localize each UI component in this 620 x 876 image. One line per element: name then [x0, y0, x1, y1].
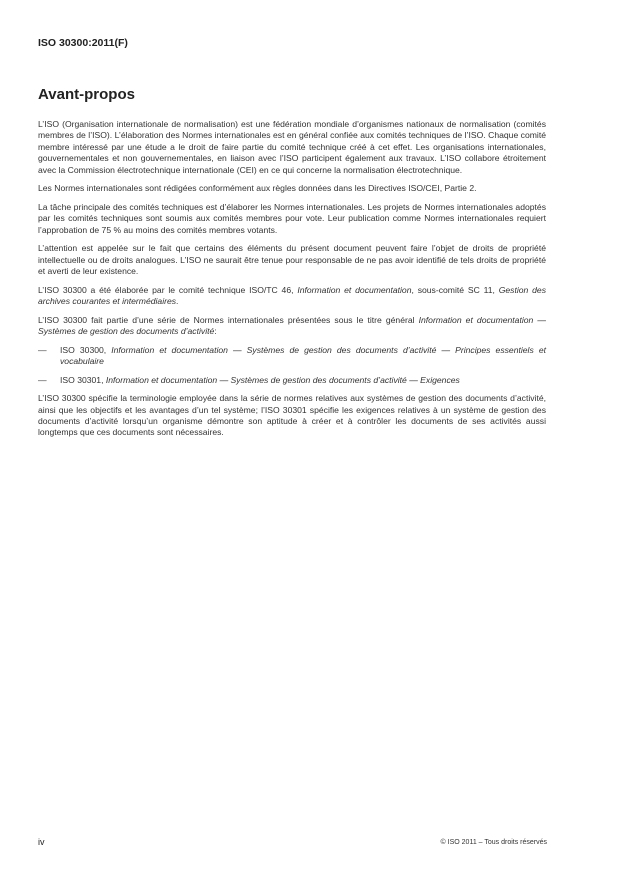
list-item: — ISO 30301, Information et documentation — Systèmes de gestion des documents d’activité — Exigences	[38, 374, 460, 385]
paragraph-directives: Les Normes internationales sont rédigées conformément aux règles données dans les Directives ISO/CEI, Partie 2.	[38, 183, 477, 194]
paragraph-prepared-by: L’ISO 30300 a été élaborée par le comité technique ISO/TC 46, Information et documentation, sous-comité SC 11, Gestion des archives courantes et intermédiaires.	[38, 284, 547, 307]
section-title: Avant-propos	[38, 86, 135, 103]
list-item: — ISO 30300, Information et documentation — Systèmes de gestion des documents d’activité — Principes essentiels et vocabulaire	[38, 344, 546, 367]
document-id: ISO 30300:2011(F)	[38, 37, 128, 49]
paragraph-iso-intro: L’ISO (Organisation internationale de normalisation) est une fédération mondiale d’organismes nationaux de normalisation (comités membres de l’ISO). L’élaboration des Normes internationales est en général confiée aux comités techniques de l’ISO. Chaque comité membre intéressé par une étude a le droit de faire partie du comité technique créé à cet effet. Les organisations internationales, gouvernementales et non gouvernementales, en liaison avec l’ISO participent également aux travaux. L’ISO collabore étroitement avec la Commission électrotechnique internationale (CEI) en ce qui concerne la normalisation électrotechnique.	[38, 119, 546, 175]
paragraph-series: L’ISO 30300 fait partie d’une série de Normes internationales présentées sous le titre général Information et documentation — Systèmes de gestion des documents d’activité:	[38, 314, 546, 337]
paragraph-scope: L’ISO 30300 spécifie la terminologie employée dans la série de normes relatives aux systèmes de gestion des documents d’activité, ainsi que les objectifs et les avantages d’un tel système; l’ISO 30301 spécifie les exigences relatives à un système de gestion des documents d’activité lorsqu’un organisme démontre son aptitude à créer et à contrôler les documents de ses activités aussi longtemps que ces documents sont nécessaires.	[38, 393, 546, 438]
foreword-body	[38, 119, 546, 446]
paragraph-committees: La tâche principale des comités techniques est d’élaborer les Normes internationales. Les projets de Normes internationales adoptés par les comités techniques sont soumis aux comités membres pour vote. Leur publication comme Normes internationales requiert l’approbation de 75 % au moins des comités membres votants.	[38, 201, 546, 235]
paragraph-patent-rights: L’attention est appelée sur le fait que certains des éléments du présent document peuvent faire l’objet de droits de propriété intellectuelle ou de droits analogues. L’ISO ne saurait être tenue pour responsable de ne pas avoir identifié de tels droits de propriété et averti de leur existence.	[38, 243, 546, 277]
copyright-notice: © ISO 2011 – Tous droits réservés	[440, 839, 547, 846]
page-number: iv	[38, 837, 45, 847]
